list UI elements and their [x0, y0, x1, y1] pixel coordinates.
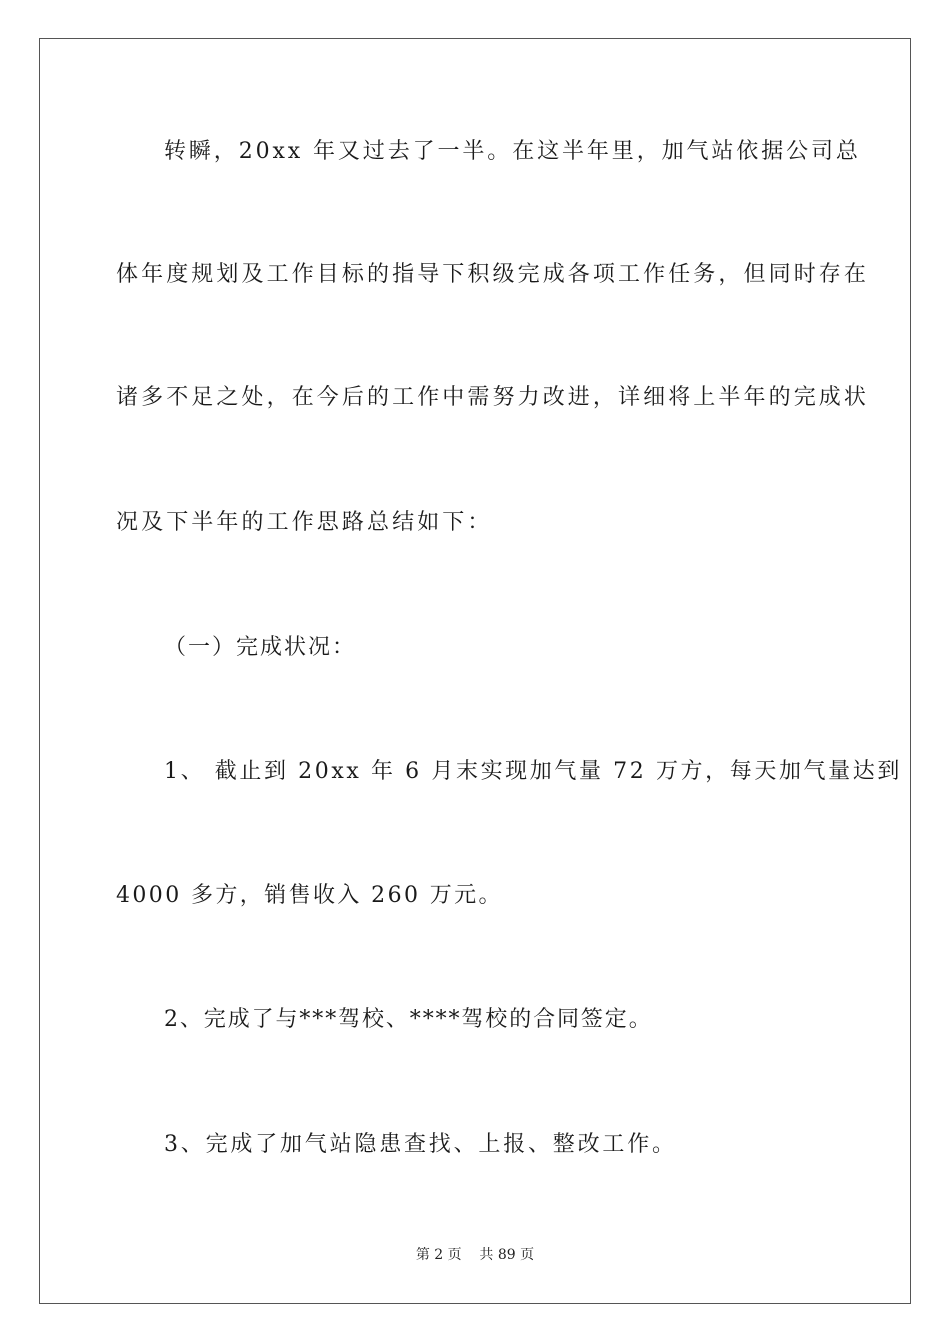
intro-paragraph-line-3: 诸多不足之处，在今后的工作中需努力改进，详细将上半年的完成状	[116, 385, 870, 410]
intro-paragraph-line-4: 况及下半年的工作思路总结如下：	[116, 510, 493, 535]
page-border	[39, 38, 911, 1304]
page-number-footer: 第 2 页 共 89 页	[415, 1247, 535, 1263]
list-item-3: 3、完成了加气站隐患查找、上报、整改工作。	[164, 1132, 677, 1157]
intro-paragraph-line-1: 转瞬，20xx 年又过去了一半。在这半年里，加气站依据公司总	[164, 139, 861, 164]
list-item-1-line-1: 1、 截止到 20xx 年 6 月末实现加气量 72 万方，每天加气量达到	[164, 759, 902, 784]
list-item-1-line-2: 4000 多方，销售收入 260 万元。	[116, 883, 503, 908]
list-item-2: 2、完成了与***驾校、****驾校的合同签定。	[164, 1007, 653, 1032]
intro-paragraph-line-2: 体年度规划及工作目标的指导下积级完成各项工作任务，但同时存在	[116, 262, 870, 287]
section-heading: （一）完成状况：	[164, 635, 357, 660]
